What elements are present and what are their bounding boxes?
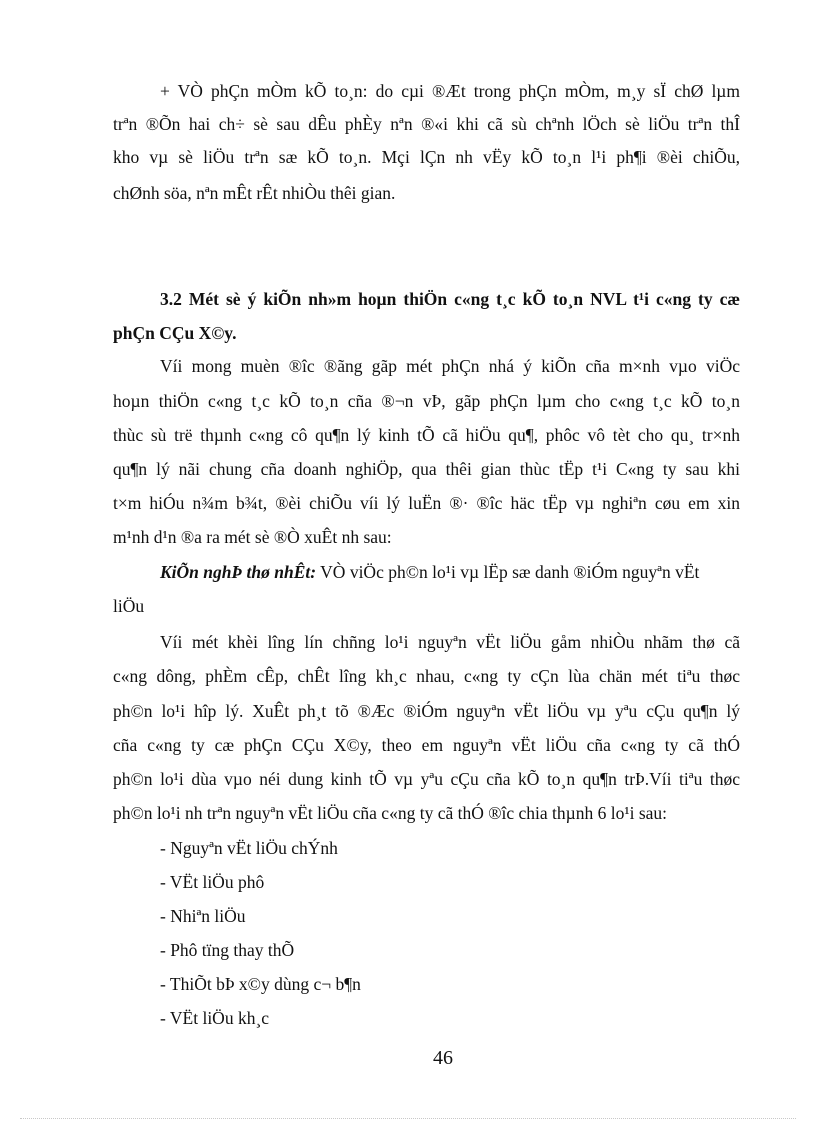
paragraph-2-line-4: qu¶n lý nãi chung cña doanh nghiÖp, qua thêi gian thùc tËp t¹i C«ng ty sau khi	[113, 459, 740, 479]
paragraph-2-line-3: thùc sù trë thµnh c«ng cô qu¶n lý kinh tÕ cã hiÖu qu¶, phôc vô tèt cho qu¸ tr×nh	[113, 425, 740, 445]
proposal-1-label: KiÕn nghÞ thø nhÊt:	[160, 562, 317, 582]
list-item: - Nguyªn vËt liÖu chÝnh	[160, 838, 338, 858]
paragraph-2-line-6: m¹nh d¹n ®a ra mét sè ®Ò xuÊt nh sau:	[113, 527, 392, 547]
list-item: - ThiÕt bÞ x©y dùng c¬ b¶n	[160, 974, 361, 994]
proposal-1-line-2: liÖu	[113, 596, 145, 616]
bottom-divider	[20, 1118, 796, 1119]
paragraph-2-line-2: hoµn thiÖn c«ng t¸c kÕ to¸n cña ®¬n vÞ, gãp phÇn lµm cho c«ng t¸c kÕ to¸n	[113, 391, 740, 411]
list-item: - VËt liÖu phô	[160, 872, 265, 892]
paragraph-3-line-4: cña c«ng ty cæ phÇn CÇu X©y, theo em nguyªn vËt liÖu cña c«ng ty cã thÓ	[113, 735, 740, 755]
list-item: - Phô tïng thay thÕ	[160, 940, 295, 960]
paragraph-3-line-1: Víi mét khèi lîng lín chñng lo¹i nguyªn vËt liÖu gåm nhiÒu nhãm thø cã	[160, 632, 740, 652]
paragraph-1-line-3: kho vµ sè liÖu trªn sæ kÕ to¸n. Mçi lÇn nh vËy kÕ to¸n l¹i ph¶i ®èi chiÕu,	[113, 147, 740, 167]
section-heading-line-1: 3.2 Mét sè ý kiÕn nh»m hoµn thiÖn c«ng t¸c kÕ to¸n NVL t¹i c«ng ty cæ	[160, 289, 740, 309]
list-item: - Nhiªn liÖu	[160, 906, 246, 926]
page-number: 46	[433, 1047, 453, 1069]
paragraph-1-line-1: + VÒ phÇn mÒm kÕ to¸n: do cµi ®Æt trong phÇn mÒm, m¸y sÏ chØ lµm	[160, 81, 740, 101]
paragraph-3-line-2: c«ng dông, phÈm cÊp, chÊt lîng kh¸c nhau, c«ng ty cÇn lùa chän mét tiªu thøc	[113, 666, 740, 686]
paragraph-3-line-5: ph©n lo¹i dùa vµo néi dung kinh tÕ vµ yªu cÇu cña kÕ to¸n qu¶n trÞ.Víi tiªu thøc	[113, 769, 740, 789]
paragraph-1-line-4: chØnh söa, nªn mÊt rÊt nhiÒu thêi gian.	[113, 183, 396, 203]
list-item: - VËt liÖu kh¸c	[160, 1008, 270, 1028]
paragraph-2-line-5: t×m hiÓu n¾m b¾t, ®èi chiÕu víi lý luËn ®· ®îc häc tËp vµ nghiªn cøu em xin	[113, 493, 740, 513]
paragraph-1-line-2: trªn ®Õn hai ch÷ sè sau dÊu phÈy nªn ®«i khi cã sù chªnh lÖch sè liÖu trªn thÎ	[113, 114, 740, 134]
paragraph-2-line-1: Víi mong muèn ®îc ®ãng gãp mét phÇn nhá ý kiÕn cña m×nh vµo viÖc	[160, 356, 740, 376]
section-heading-line-2: phÇn CÇu X©y.	[113, 323, 237, 343]
proposal-1-text: VÒ viÖc ph©n lo¹i vµ lËp sæ danh ®iÓm nguyªn vËt	[320, 562, 700, 582]
proposal-1-line-1	[160, 561, 699, 583]
paragraph-3-line-6: ph©n lo¹i nh trªn nguyªn vËt liÖu cña c«ng ty cã thÓ ®îc chia thµnh 6 lo¹i sau:	[113, 803, 668, 823]
paragraph-3-line-3: ph©n lo¹i hîp lý. XuÊt ph¸t tõ ®Æc ®iÓm nguyªn vËt liÖu vµ yªu cÇu qu¶n lý	[113, 701, 740, 721]
